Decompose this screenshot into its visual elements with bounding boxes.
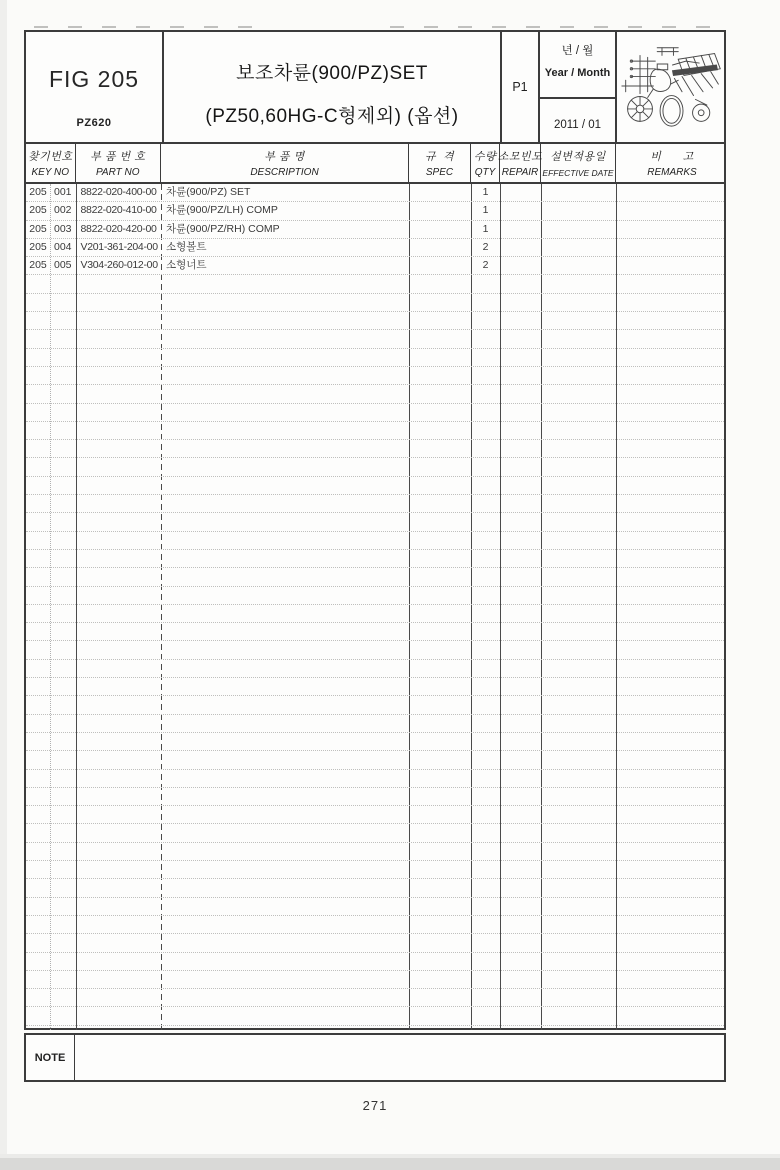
empty-row xyxy=(26,495,724,513)
empty-row xyxy=(26,1008,724,1026)
machine-illustration xyxy=(617,32,728,142)
cell-remarks xyxy=(616,257,724,274)
col-remarks-en: REMARKS xyxy=(647,167,697,179)
empty-row xyxy=(26,623,724,641)
empty-row xyxy=(26,550,724,568)
cell-fig-no: 205 xyxy=(29,204,47,217)
cell-qty: 2 xyxy=(482,259,489,272)
col-remarks xyxy=(616,144,728,182)
cell-qty: 1 xyxy=(482,222,489,235)
year-month-ko: 년 / 월 xyxy=(561,45,594,57)
cell-repair xyxy=(500,257,541,274)
table-row xyxy=(26,202,724,220)
col-qty-ko: 수량 xyxy=(473,150,497,163)
table-row xyxy=(26,184,724,202)
cell-description: 차륜(900/PZ) SET xyxy=(166,186,251,198)
cell-description: 차륜(900/PZ/RH) COMP xyxy=(166,222,280,235)
cell-part-no: 8822-020-400-00 xyxy=(80,186,157,198)
empty-row xyxy=(26,422,724,440)
col-repair xyxy=(497,144,543,182)
cell-effective-date xyxy=(541,221,616,238)
table-header-band xyxy=(26,32,724,142)
scan-artifact xyxy=(34,26,259,28)
cell-effective-date xyxy=(541,239,616,256)
col-qty xyxy=(471,144,500,182)
page-subtitle: (PZ50,60HG-C형제외) (옵션) xyxy=(205,106,459,127)
model-code: PZ620 xyxy=(76,117,112,129)
cell-qty: 1 xyxy=(482,204,489,217)
cell-spec xyxy=(409,184,471,201)
empty-row xyxy=(26,696,724,714)
empty-row xyxy=(26,806,724,824)
empty-row xyxy=(26,367,724,385)
cell-repair xyxy=(500,221,541,238)
empty-row xyxy=(26,385,724,403)
col-key-no-ko: 찾기번호 xyxy=(27,150,73,163)
empty-row xyxy=(26,934,724,952)
col-spec-ko: 규 격 xyxy=(424,150,455,163)
empty-row xyxy=(26,276,724,294)
empty-row xyxy=(26,532,724,550)
col-qty-en: QTY xyxy=(474,167,496,179)
cell-remarks xyxy=(616,202,724,219)
empty-row xyxy=(26,733,724,751)
cell-fig-no: 205 xyxy=(29,240,47,253)
col-spec xyxy=(409,144,471,182)
scan-artifact xyxy=(390,26,710,28)
empty-row xyxy=(26,312,724,330)
empty-row xyxy=(26,459,724,477)
empty-row xyxy=(26,660,724,678)
empty-row xyxy=(26,587,724,605)
col-key-no xyxy=(26,144,76,182)
cell-repair xyxy=(500,239,541,256)
cell-description: 소형너트 xyxy=(166,259,207,272)
table-row xyxy=(26,257,724,275)
col-description xyxy=(161,144,409,182)
cell-repair xyxy=(500,202,541,219)
cell-spec xyxy=(409,239,471,256)
cell-remarks xyxy=(616,239,724,256)
year-month-label xyxy=(540,42,615,99)
empty-row xyxy=(26,715,724,733)
cell-key-no: 004 xyxy=(53,240,72,253)
col-key-no-en: KEY NO xyxy=(31,167,70,179)
cell-key-no: 001 xyxy=(53,186,72,198)
scan-edge-bottom xyxy=(0,1158,780,1170)
col-description-en: DESCRIPTION xyxy=(250,167,319,179)
empty-row xyxy=(26,879,724,897)
cell-remarks xyxy=(616,221,724,238)
empty-row xyxy=(26,898,724,916)
table-row xyxy=(26,239,724,257)
empty-row xyxy=(26,605,724,623)
note-label: NOTE xyxy=(26,1035,75,1080)
cell-part-no: 8822-020-410-00 xyxy=(80,204,157,217)
cell-description: 차륜(900/PZ/LH) COMP xyxy=(166,204,278,217)
cell-part-no: 8822-020-420-00 xyxy=(80,222,157,235)
parts-table xyxy=(24,30,726,1030)
empty-row xyxy=(26,294,724,312)
cell-spec xyxy=(409,202,471,219)
cell-effective-date xyxy=(541,202,616,219)
empty-row xyxy=(26,404,724,422)
cell-key-no: 005 xyxy=(53,259,72,272)
title-cell xyxy=(164,32,502,142)
empty-row xyxy=(26,751,724,769)
cell-effective-date xyxy=(541,184,616,201)
col-effective-date-ko: 설변적용일 xyxy=(550,151,606,163)
col-repair-ko: 소모빈도 xyxy=(497,150,543,163)
cell-effective-date xyxy=(541,257,616,274)
col-spec-en: SPEC xyxy=(425,167,454,179)
col-part-no-ko: 부 품 번 호 xyxy=(90,150,146,163)
note-box xyxy=(24,1033,726,1082)
page-number: 271 xyxy=(362,1098,388,1113)
cell-qty: 2 xyxy=(482,240,489,253)
empty-row xyxy=(26,788,724,806)
rice-transplanter-drawing xyxy=(619,34,726,138)
empty-row xyxy=(26,513,724,531)
column-header-row xyxy=(26,142,724,184)
cell-key-no: 003 xyxy=(53,222,72,235)
col-part-no xyxy=(76,144,162,182)
scan-edge-left xyxy=(0,0,7,1170)
cell-part-no: V201-361-204-00 xyxy=(80,240,158,253)
page-title: 보조차륜(900/PZ)SET xyxy=(236,63,428,84)
col-repair-en: REPAIR xyxy=(501,167,539,179)
empty-row xyxy=(26,989,724,1007)
empty-row xyxy=(26,440,724,458)
cell-spec xyxy=(409,257,471,274)
col-remarks-ko: 비 고 xyxy=(650,150,694,163)
empty-row xyxy=(26,349,724,367)
cell-repair xyxy=(500,184,541,201)
cell-part-no: V304-260-012-00 xyxy=(80,259,158,272)
year-month-en: Year / Month xyxy=(544,67,611,79)
empty-row xyxy=(26,330,724,348)
col-description-ko: 부 품 명 xyxy=(264,150,305,163)
empty-row xyxy=(26,770,724,788)
empty-row xyxy=(26,843,724,861)
empty-row xyxy=(26,825,724,843)
cell-description: 소형볼트 xyxy=(166,240,207,253)
cell-fig-no: 205 xyxy=(29,222,47,235)
page-code: P1 xyxy=(502,32,540,142)
fig-number: FIG 205 xyxy=(48,66,140,92)
col-effective-date-en: EFFECTIVE DATE xyxy=(542,168,614,178)
cell-key-no: 002 xyxy=(53,204,72,217)
col-effective-date xyxy=(541,144,616,182)
year-month-cell xyxy=(540,32,617,142)
empty-row xyxy=(26,953,724,971)
table-body xyxy=(26,184,724,1030)
cell-fig-no: 205 xyxy=(29,186,47,198)
cell-qty: 1 xyxy=(482,186,489,198)
col-part-no-en: PART NO xyxy=(95,167,140,179)
table-row xyxy=(26,221,724,239)
fig-cell xyxy=(26,32,164,142)
year-month-value: 2011 / 01 xyxy=(553,118,602,131)
cell-spec xyxy=(409,221,471,238)
cell-remarks xyxy=(616,184,724,201)
cell-fig-no: 205 xyxy=(29,259,47,272)
empty-row xyxy=(26,568,724,586)
empty-row xyxy=(26,477,724,495)
empty-row xyxy=(26,861,724,879)
empty-row xyxy=(26,678,724,696)
empty-row xyxy=(26,916,724,934)
empty-row xyxy=(26,642,724,660)
empty-row xyxy=(26,971,724,989)
